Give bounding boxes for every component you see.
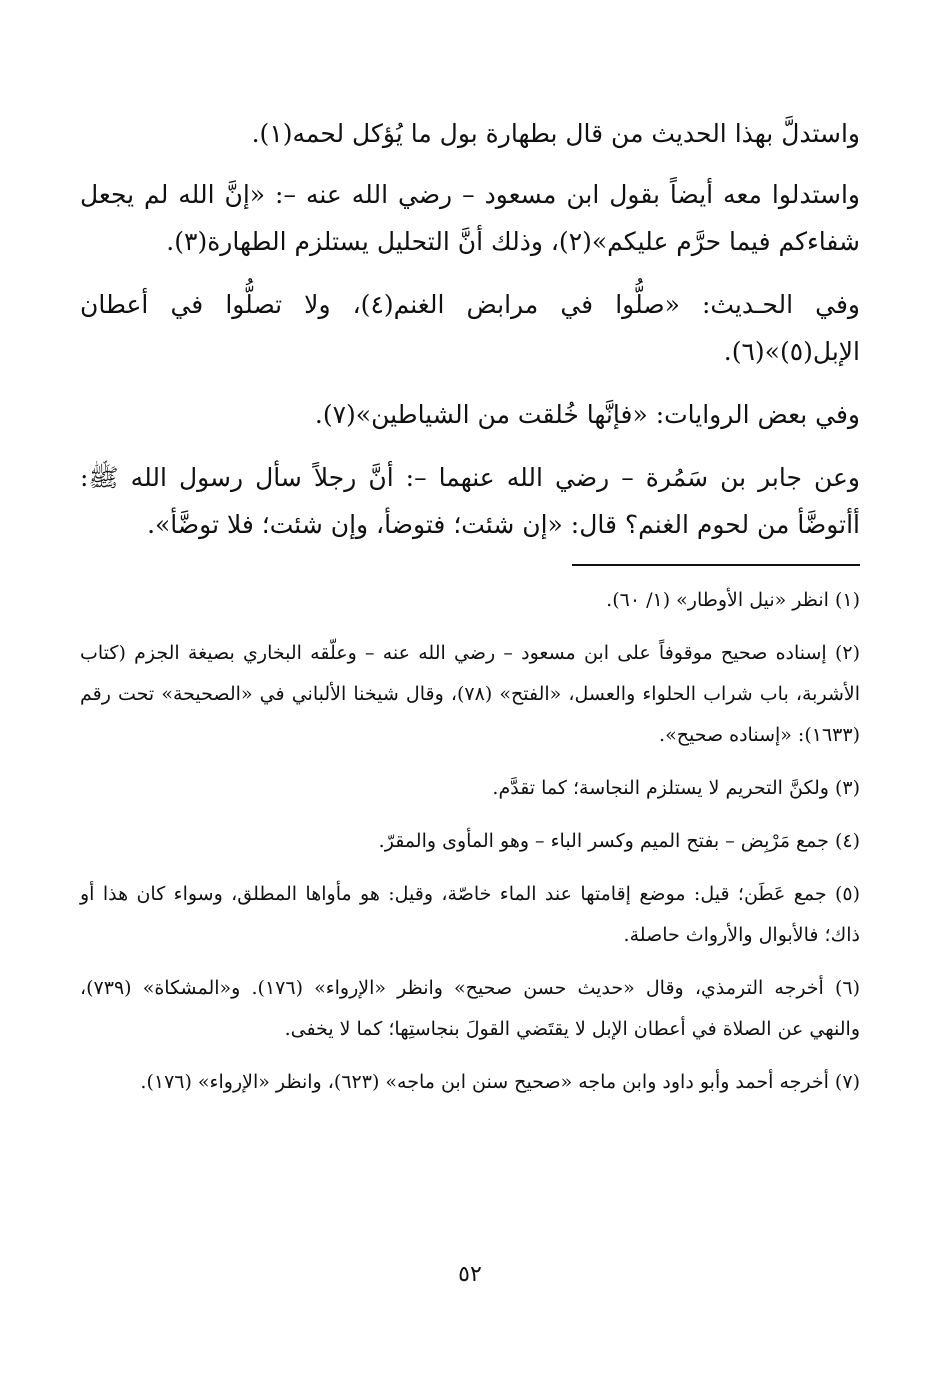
footnote-4: (٤) جمع مَرْبِض – بفتح الميم وكسر الباء – وهو المأوى والمقرّ. — [378, 830, 860, 852]
body-paragraph-4: وفي بعض الروايات: «فإنَّها خُلقت من الشياطين»(٧). — [314, 400, 860, 429]
body-paragraph-5: وعن جابر بن سَمُرة – رضي الله عنهما –: أنَّ رجلاً سأل رسول الله ﷺ: أأتوضَّأ من لحوم الغنم؟ قال: «إن شئت؛ فتوضأ، وإن شئت؛ فلا توضَّأ». — [80, 463, 860, 539]
footnote-6: (٦) أخرجه الترمذي، وقال «حديث حسن صحيح» وانظر «الإرواء» (١٧٦). و«المشكاة» (٧٣٩)، والنهي عن الصلاة في أعطان الإبل لا يقتَضي القولَ بنجاستِها؛ كما لا يخفى. — [80, 977, 860, 1040]
footnote-5: (٥) جمع عَطَن؛ قيل: موضع إقامتها عند الماء خاصّة، وقيل: هو مأواها المطلق، وسواء كان هذا أو ذاك؛ فالأبوال والأرواث حاصلة. — [80, 883, 860, 946]
footnote-separator — [572, 564, 860, 566]
page-number: ٥٢ — [458, 1262, 482, 1287]
footnote-2: (٢) إسناده صحيح موقوفاً على ابن مسعود – رضي الله عنه – وعلّقه البخاري بصيغة الجزم (كتاب الأشربة، باب شراب الحلواء والعسل، «الفتح» (٧٨)، وقال شيخنا الألباني في «الصحيحة» تحت رقم (١٦٣٣): «إسناده صحيح». — [80, 642, 860, 746]
body-paragraph-2: واستدلوا معه أيضاً بقول ابن مسعود – رضي الله عنه –: «إنَّ الله لم يجعل شفاءكم فيما حرَّم عليكم»(٢)، وذلك أنَّ التحليل يستلزم الطهارة(٣). — [80, 180, 860, 256]
body-paragraph-3: وفي الحـديث: «صلُّوا في مرابض الغنم(٤)، ولا تصلُّوا في أعطان الإبل(٥)»(٦). — [80, 290, 860, 366]
page-content — [80, 110, 860, 1115]
body-paragraph-1: واستدلَّ بهذا الحديث من قال بطهارة بول ما يُؤكل لحمه(١). — [251, 119, 860, 148]
footnote-3: (٣) ولكنَّ التحريم لا يستلزم النجاسة؛ كما تقدَّم. — [492, 777, 860, 799]
footnote-1: (١) انظر «نيل الأوطار» (١/ ٦٠). — [606, 589, 860, 611]
footnote-7: (٧) أخرجه أحمد وأبو داود وابن ماجه «صحيح سنن ابن ماجه» (٦٢٣)، وانظر «الإرواء» (١٧٦). — [140, 1071, 860, 1093]
